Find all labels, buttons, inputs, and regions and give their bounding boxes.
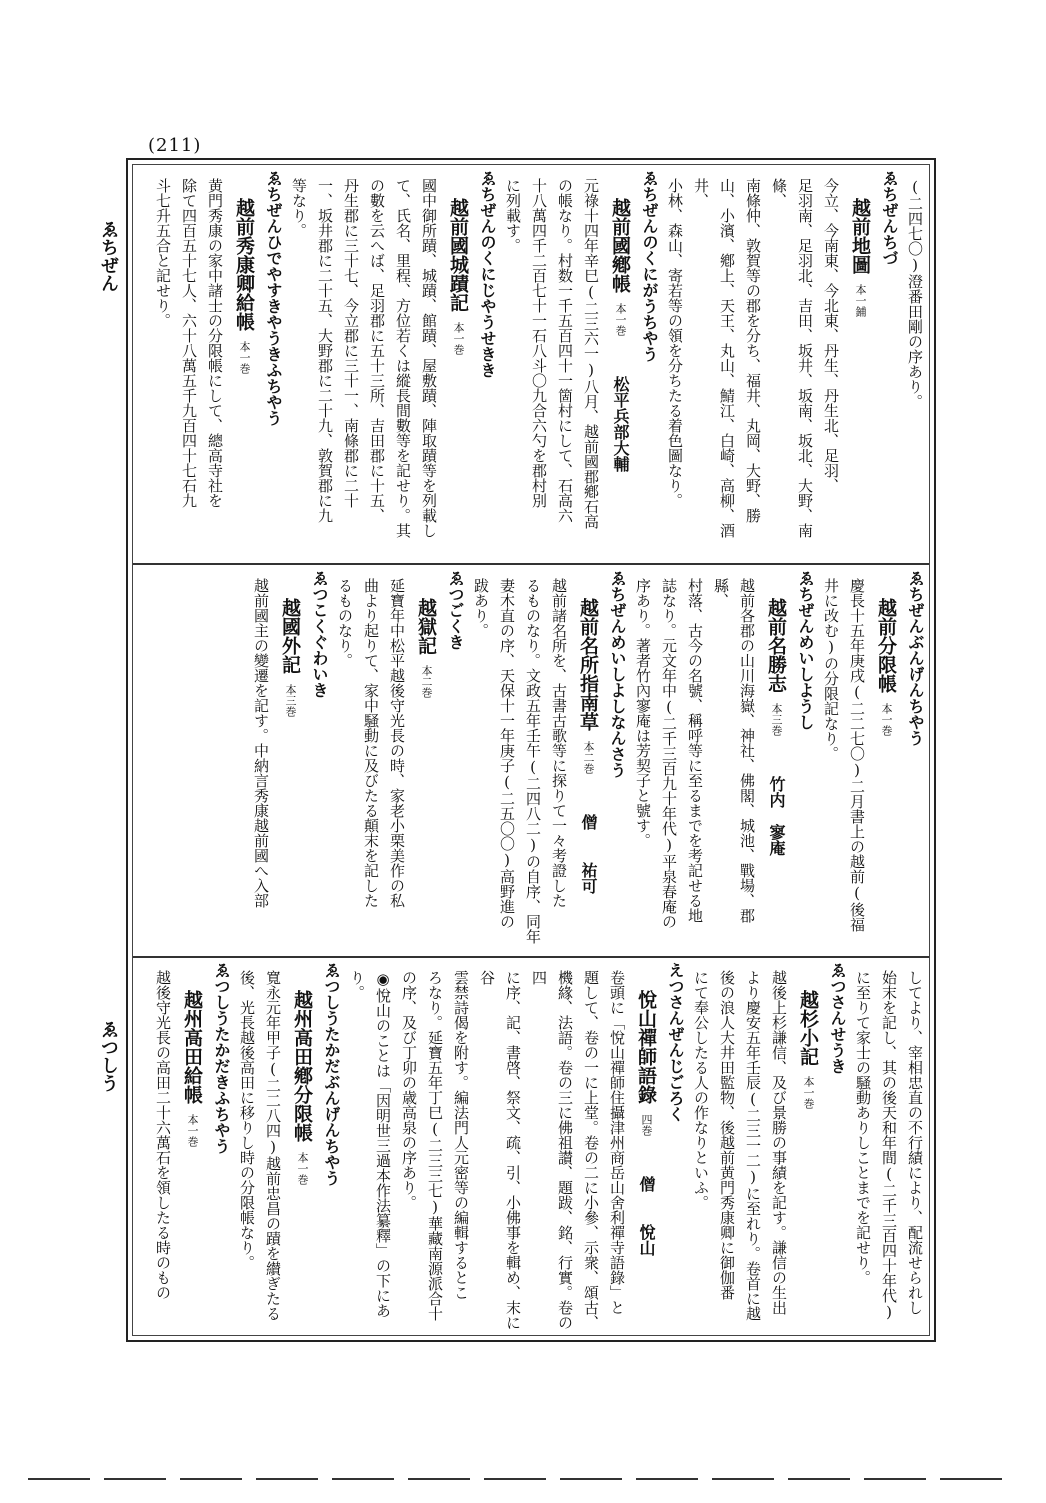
entry-title-text: 越前地圖 <box>849 198 871 274</box>
body-text: の序、及び丁卯の歳高泉の序あり。 <box>400 970 418 1210</box>
volume-note: 本三巻 <box>770 703 783 736</box>
body-text: 越後守光長の高田二十六萬石を領したる時のもの <box>154 970 172 1300</box>
body-text: 曲より起りて、家中騒動に及びたる顛末を記した <box>362 578 380 908</box>
body-text: 越前諸名所を、古書古歌等に探りて一々考證した <box>550 578 568 908</box>
body-text: の帳なり。村数一千五百四十一箇村にして、石高六 <box>556 178 574 523</box>
body-text: 後の浪人大井田監物、後越前黄門秀康卿に御伽番 <box>718 970 736 1300</box>
body-text: に至りて家士の騒動ありしことまでを記せり。 <box>854 970 872 1285</box>
entry-title <box>410 570 442 950</box>
volume-note: 本一巻 <box>238 341 251 374</box>
body-text: 卷頭に「悅山禪師住攝津州商岳山舍利禪寺語錄」と <box>608 970 626 1315</box>
body-text: 慶長十五年庚戌(二二七〇)二月書上の越前(後福 <box>848 578 866 932</box>
entry-heading: えつさんぜんじごろく <box>666 962 685 1122</box>
entry-heading: ゑつごくき <box>446 570 465 650</box>
body-text: の數を云へば、足羽郡に五十三所、吉田郡に十五、 <box>368 178 386 523</box>
author-name: 松平兵部大輔 <box>611 376 630 472</box>
entry-title-text: 越前秀康卿給帳 <box>233 198 255 331</box>
body-text: るものなり。 <box>336 578 354 668</box>
body-text: に序、記、書啓、祭文、疏、引、小佛事を輯め、末に谷 <box>478 970 522 1330</box>
body-text: 寬永元年甲子(二二八四)越前忠昌の蹟を纉ぎたる <box>264 970 282 1321</box>
entry-title <box>228 170 260 560</box>
author-name: 竹内 寥庵 <box>767 776 786 856</box>
page-number: (211) <box>148 135 202 156</box>
page-frame <box>126 158 936 1342</box>
body-text: 序あり。著者竹內寥庵は芳契子と號す。 <box>634 578 652 848</box>
entry-title <box>176 962 208 1334</box>
entry-title-text: 越前國城蹟記 <box>447 198 469 312</box>
body-text: 山、小濱、鄕上、天王、丸山、鯖江、白崎、高柳、酒井、 <box>692 178 736 538</box>
entry-title <box>792 962 824 1334</box>
volume-note: 本一巻 <box>186 1114 199 1147</box>
body-text: 除て四百五十七人、六十八萬五千九百四十七石九 <box>180 178 198 508</box>
body-text: 始末を記し、其の後天和年間(二千三百四十年代) <box>880 970 898 1321</box>
entry-title <box>844 170 876 560</box>
body-text: 等なり。 <box>290 178 308 238</box>
body-text: 機緣、法語。卷の三に佛祖讃、題跋、銘、行實。卷の四 <box>530 970 574 1330</box>
entry-title <box>760 570 792 950</box>
footer-rule <box>28 1478 1006 1480</box>
entry-heading: ゑちぜんめいしようし <box>796 570 815 730</box>
volume-note: 本二巻 <box>582 741 595 774</box>
entry-title-text: 越國外記 <box>279 598 301 674</box>
body-text: してより、宰相忠直の不行績により、配流せられし <box>906 970 924 1315</box>
entry-title <box>572 570 604 950</box>
body-text: 國中御所蹟、城蹟、館蹟、屋敷蹟、陣取蹟等を列載し <box>420 178 438 538</box>
entry-title <box>442 170 474 560</box>
panel-bottom <box>134 962 928 1334</box>
volume-note: 本一巻 <box>802 1076 815 1109</box>
entry-title-text: 越前國鄕帳 <box>609 198 631 293</box>
body-text: ◉悅山のことは「因明世三過本作法纂釋」の下にあり。 <box>348 970 392 1318</box>
entry-title-text: 越州高田給帳 <box>181 990 203 1104</box>
body-text: 越前各郡の山川海嶽、神社、佛閣、城池、戰場、郡縣、 <box>712 578 756 923</box>
volume-note: 四巻 <box>640 1114 653 1136</box>
volume-note: 本三巻 <box>284 684 297 717</box>
entry-heading: ゑちぜんちづ <box>880 170 899 266</box>
panel-divider <box>132 956 930 958</box>
entry-title-text: 越州高田鄕分限帳 <box>291 990 313 1142</box>
body-text: 越前國主の變遷を記す。中納言秀康越前國へ入部 <box>252 578 270 908</box>
body-text: ろなり。延寶五年丁巳(二三三七)華藏南源派合十 <box>426 970 444 1321</box>
entry-title-text: 越前分限帳 <box>875 598 897 693</box>
entry-title <box>604 170 636 560</box>
panel-divider <box>132 563 930 565</box>
entry-title <box>630 962 662 1334</box>
panel-middle <box>134 570 928 950</box>
body-text: 今立、今南東、今北東、丹生、丹生北、足羽、 <box>822 178 840 493</box>
entry-heading: ゑつしうたかだきふちやう <box>212 962 231 1154</box>
entry-heading: ゑちぜんひでやすきやうきふちやう <box>264 170 283 426</box>
entry-title-text: 悅山禪師語錄 <box>635 990 657 1104</box>
body-text: 足羽南、足羽北、吉田、坂井、坂南、坂北、大野、南條、 <box>770 178 814 538</box>
body-text: にて奉公したる人の作なりといふ。 <box>692 970 710 1210</box>
body-text: に列載す。 <box>504 178 522 253</box>
entry-heading: ゑつしうたかだぶんげんちやう <box>322 962 341 1186</box>
entry-title-text: 越獄記 <box>415 598 437 655</box>
entry-title <box>274 570 306 950</box>
volume-note: 本一巻 <box>614 303 627 336</box>
entry-title <box>870 570 902 950</box>
body-text: るものなり。文政五年壬午(二四八二)の自序、同年 <box>524 578 542 944</box>
body-text: 誌なり。元文年中(二千三百九十年代)平泉春庵の <box>660 578 678 929</box>
body-text: 妻木直の序、天保十一年庚子(二五〇〇)高野進の <box>498 578 516 929</box>
volume-note: 本一鋪 <box>854 284 867 317</box>
entry-heading: ゑちぜんのくにがうちやう <box>640 170 659 362</box>
entry-title-text: 越前名勝志 <box>765 598 787 693</box>
body-text: 跋あり。 <box>472 578 490 638</box>
entry-heading: ゑちぜんのくにじやうせきき <box>478 170 497 378</box>
body-text: 斗七升五合と記せり。 <box>154 178 172 328</box>
entry-heading: ゑつこくぐわいき <box>310 570 329 698</box>
body-text: 井に改む)の分限記なり。 <box>822 578 840 761</box>
panel-top <box>134 170 928 560</box>
body-text: 後、光長越後高田に移りし時の分限帳なり。 <box>238 970 256 1270</box>
entry-heading: ゑつさんせうき <box>828 962 847 1074</box>
entry-heading: ゑちぜんめいしよしなんさう <box>608 570 627 778</box>
body-text: 村落、古今の名號、稱呼等に至るまでを考記せる地 <box>686 578 704 923</box>
entry-title-text: 越前名所指南草 <box>577 598 599 731</box>
body-text: 十八萬四千二百七十一石八斗〇九合六勺を郡村別 <box>530 178 548 508</box>
author-name: 僧 悅山 <box>637 1176 656 1256</box>
entry-title <box>286 962 318 1334</box>
volume-note: 本二巻 <box>420 665 433 698</box>
body-text: 題して、卷の一に上堂。卷の二に小參、示衆、頌古、 <box>582 970 600 1330</box>
volume-note: 本一巻 <box>880 703 893 736</box>
body-text: 丹生郡に三十七、今立郡に三十一、南條郡に二十 <box>342 178 360 508</box>
body-text: 元祿十四年辛巳(二三六一)八月、越前國郡鄕石高 <box>582 178 600 529</box>
body-text: 越後上杉謙信、及び景勝の事績を記す。謙信の生出 <box>770 970 788 1315</box>
body-text: (二四七〇)澄番田剛の序あり。 <box>906 178 924 409</box>
margin-label-echizen: ゑちぜん <box>98 220 119 292</box>
body-text: 延寶年中松平越後守光長の時、家老小栗美作の私 <box>388 578 406 908</box>
body-text: て、氏名、里程、方位若くは縱長間數等を記せり。其 <box>394 178 412 538</box>
volume-note: 本一巻 <box>296 1152 309 1185</box>
author-name: 僧 祐可 <box>579 814 598 894</box>
margin-label-esshu: ゑつしう <box>98 1020 119 1092</box>
body-text: 雲禁詩偈を附す。編法門人元密等の編輯するとこ <box>452 970 470 1300</box>
entry-title-text: 越杉小記 <box>797 990 819 1066</box>
body-text: 小林、森山、寄若等の領を分ちたる着色圖なり。 <box>666 178 684 508</box>
entry-heading: ゑちぜんぶんげんちやう <box>906 570 925 746</box>
body-text: 黄門秀康の家中諸士の分限帳にして、總高寺社を <box>206 178 224 508</box>
body-text: 南條仲、敦賀等の郡を分ち、福井、丸岡、大野、勝 <box>744 178 762 523</box>
volume-note: 本一巻 <box>452 322 465 355</box>
body-text: 一、坂井郡に二十五、大野郡に二十九、敦賀郡に九 <box>316 178 334 523</box>
body-text: より慶安五年壬辰(二三一二)に至れり。卷首に越 <box>744 970 762 1321</box>
